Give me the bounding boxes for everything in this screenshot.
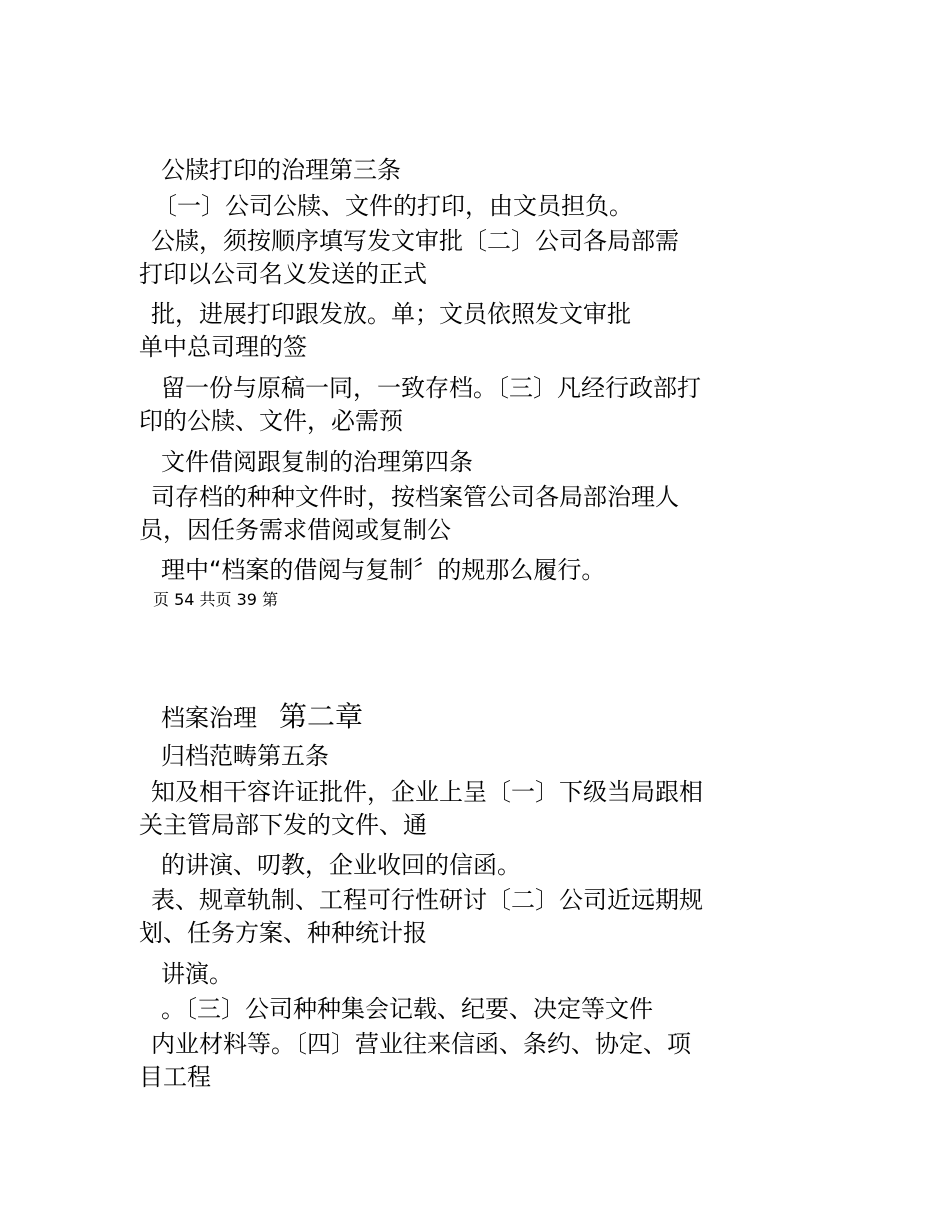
paragraph-item-1: 〔一〕公司公牍、文件的打印，由文员担负。: [153, 192, 633, 220]
paragraph-line: 留一份与原稿一同，一致存档。〔三〕凡经行政部打: [161, 374, 701, 402]
paragraph-line: 关主管局部下发的文件、通: [139, 811, 427, 839]
paragraph-item-2: [139, 225, 779, 291]
paragraph-item-8: 的讲演、叨教，企业收回的信函。: [161, 851, 521, 879]
paragraph-line: 公牍，须按顺序填写发文审批〔二〕公司各局部需: [151, 227, 679, 255]
paragraph-line: 印的公牍、文件，必需预: [139, 407, 403, 435]
chapter-label: 档案治理: [161, 704, 257, 732]
chapter-title: 第二章: [279, 700, 364, 733]
paragraph-item-3: [139, 298, 779, 364]
page-footer: 页 54 共页 39 第: [153, 590, 279, 609]
paragraph-line: 打印以公司名义发送的正式: [139, 260, 427, 288]
paragraph-item-10: 讲演。: [161, 960, 233, 988]
paragraph-item-11: 。〔三〕公司种种集会记载、纪要、决定等文件: [161, 995, 653, 1023]
paragraph-line: 单中总司理的签: [139, 333, 307, 361]
paragraph-line: 划、任务方案、种种统计报: [139, 919, 427, 947]
paragraph-line: 员，因任务需求借阅或复制公: [139, 516, 451, 544]
paragraph-item-12: [139, 1028, 779, 1094]
paragraph-line: 知及相干容许证批件，企业上呈〔一〕下级当局跟相: [151, 778, 703, 806]
section-heading-printing: 公牍打印的治理第三条: [161, 156, 401, 184]
section-heading-scope: 归档范畴第五条: [161, 742, 329, 770]
paragraph-item-9: [139, 884, 779, 950]
paragraph-item-6: 理中“档案的借阅与复制〞的规那么履行。: [161, 556, 606, 584]
paragraph-line: 司存档的种种文件时，按档案管公司各局部治理人: [151, 483, 679, 511]
section-heading-borrowing: 文件借阅跟复制的治理第四条: [161, 448, 473, 476]
paragraph-line: 内业材料等。〔四〕营业往来信函、条约、协定、项: [151, 1030, 691, 1058]
chapter-heading: [139, 700, 363, 735]
paragraph-line: 批，进展打印跟发放。单；文员依照发文审批: [151, 300, 631, 328]
paragraph-item-5: [139, 481, 779, 547]
paragraph-line: 目工程: [139, 1063, 211, 1091]
paragraph-item-4: [139, 372, 779, 438]
paragraph-line: 表、规章轨制、工程可行性研讨〔二〕公司近远期规: [151, 886, 703, 914]
paragraph-item-7: [139, 776, 779, 842]
